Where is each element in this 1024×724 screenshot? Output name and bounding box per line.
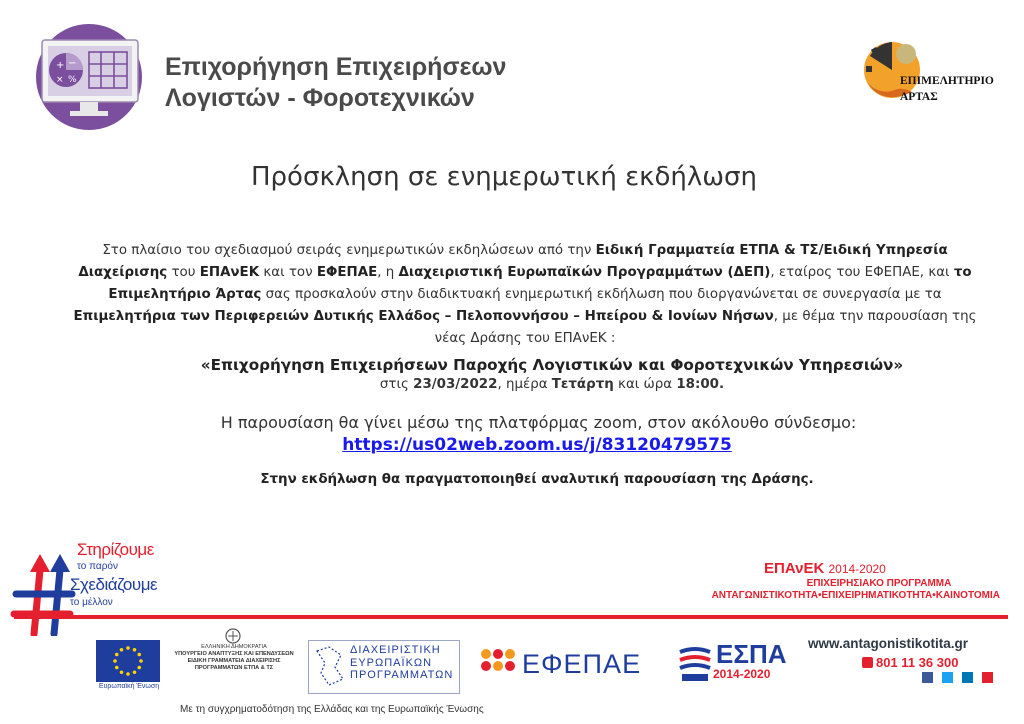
eu-star bbox=[133, 670, 137, 674]
intro-text: , η bbox=[377, 265, 399, 280]
intro-text: και τον bbox=[259, 265, 317, 280]
closing-text: Στην εκδήλωση θα πραγματοποιηθεί αναλυτική παρουσίαση της Δράσης. bbox=[260, 472, 814, 487]
program-title-line2: Λογιστών - Φοροτεχνικών bbox=[165, 84, 475, 112]
cofunding-text: Με τη συγχρηματοδότηση της Ελλάδας και της Ευρωπαϊκής Ένωσης bbox=[180, 704, 484, 715]
ministry-line2: ΥΠΟΥΡΓΕΙΟ ΑΝΑΠΤΥΞΗΣ ΚΑΙ ΕΠΕΝΔΥΣΕΩΝ bbox=[174, 651, 294, 657]
espa-name: ΕΣΠΑ bbox=[716, 639, 787, 669]
intro-bold: ΕΠΑνΕΚ bbox=[199, 265, 260, 280]
intro-bold: ΕΦΕΠΑΕ bbox=[316, 265, 378, 280]
eu-star bbox=[133, 648, 137, 652]
chamber-name-line2: ΑΡΤΑΣ bbox=[900, 91, 938, 103]
dep-line3: ΠΡΟΓΡΑΜΜΑΤΩΝ bbox=[350, 669, 454, 681]
chamber-name bbox=[900, 73, 994, 105]
eu-star bbox=[115, 653, 119, 657]
slogan-support: Στηρίζουμε bbox=[77, 540, 154, 559]
eu-star bbox=[126, 646, 130, 650]
event-date: 23/03/2022 bbox=[413, 377, 498, 392]
svg-text:%: % bbox=[68, 75, 77, 85]
hashtag-icon bbox=[10, 548, 76, 636]
intro-text: , με θέμα την παρουσίαση της νέας Δράσης του ΕΠΑνΕΚ : bbox=[434, 309, 977, 346]
eu-flag-icon bbox=[96, 640, 160, 682]
intro-bold: Επιμελητήρια των Περιφερειών Δυτικής Ελλάδος – Πελοποννήσου – Ηπείρου & Ιονίων Νήσων bbox=[73, 309, 774, 324]
intro-text: σας προσκαλούν στην διαδικτυακή ενημερωτική εκδήλωση που διοργανώνεται σε συνεργασία με τα bbox=[261, 287, 942, 302]
intro-paragraph bbox=[58, 240, 992, 350]
eu-caption: Ευρωπαϊκή Ένωση bbox=[98, 683, 160, 690]
website-link[interactable]: www.antagonistikotita.gr bbox=[808, 636, 969, 651]
dep-text bbox=[350, 644, 453, 682]
greek-emblem-icon bbox=[224, 628, 242, 644]
eu-star bbox=[120, 648, 124, 652]
eu-star bbox=[137, 666, 141, 670]
dep-line1: ΔΙΑΧΕΙΡΙΣΤΙΚΗ bbox=[350, 644, 441, 656]
ministry-text bbox=[174, 644, 294, 672]
svg-text:+: + bbox=[56, 60, 65, 71]
phone-icon bbox=[862, 657, 873, 668]
ministry-line1: ΕΛΛΗΝΙΚΗ ΔΗΜΟΚΡΑΤΙΑ bbox=[201, 644, 267, 650]
zoom-link[interactable]: https://us02web.zoom.us/j/83120479575 bbox=[342, 435, 732, 455]
eu-star bbox=[115, 666, 119, 670]
program-title bbox=[165, 52, 506, 114]
chamber-name-line1: ΕΠΙΜΕΛΗΤΗΡΙΟ bbox=[900, 75, 994, 87]
intro-bold: το Επιμελητήριο Άρτας bbox=[108, 265, 972, 302]
dep-line2: ΕΥΡΩΠΑΪΚΩΝ bbox=[350, 656, 433, 669]
eu-star bbox=[126, 672, 130, 676]
facebook-icon[interactable] bbox=[922, 672, 933, 683]
event-time: 18:00. bbox=[676, 377, 725, 392]
intro-text: του bbox=[167, 265, 200, 280]
social-icons bbox=[922, 672, 998, 684]
intro-text: , εταίρος του ΕΦΕΠΑΕ, και bbox=[770, 265, 954, 280]
platform-text: Η παρουσίαση θα γίνει μέσω της πλατφόρμας zoom, στον ακόλουθο σύνδεσμο: bbox=[220, 413, 857, 432]
intro-bold: Διαχειριστική Ευρωπαϊκών Προγραμμάτων (ΔΕΠ) bbox=[398, 265, 771, 280]
when-text: και ώρα bbox=[613, 377, 677, 392]
page-title: Πρόσκληση σε ενημερωτική εκδήλωση bbox=[251, 162, 757, 192]
twitter-icon[interactable] bbox=[942, 672, 953, 683]
eu-star bbox=[120, 670, 124, 674]
efepae-icon bbox=[480, 648, 518, 678]
event-title: «Επιχορήγηση Επιχειρήσεων Παροχής Λογιστικών και Φοροτεχνικών Υπηρεσιών» bbox=[200, 356, 904, 374]
phone-number: 801 11 36 300 bbox=[876, 655, 959, 670]
when-text: στις bbox=[379, 377, 414, 392]
espa-stripes-icon bbox=[678, 646, 712, 682]
eu-star bbox=[139, 659, 143, 663]
slogan-future: το μέλλον bbox=[70, 597, 113, 608]
program-title-line1: Επιχορήγηση Επιχειρήσεων bbox=[165, 53, 507, 81]
event-datetime bbox=[0, 377, 1024, 392]
svg-text:−: − bbox=[68, 58, 77, 69]
epanek-title bbox=[764, 560, 886, 577]
event-day: Τετάρτη bbox=[551, 377, 614, 392]
epanek-name: ΕΠΑνΕΚ bbox=[764, 560, 825, 577]
intro-text: Στο πλαίσιο του σχεδιασμού σειράς ενημερωτικών εκδηλώσεων από την bbox=[102, 243, 596, 258]
when-text: , ημέρα bbox=[497, 377, 552, 392]
espa-years: 2014-2020 bbox=[713, 667, 771, 681]
svg-text:×: × bbox=[56, 75, 64, 85]
program-logo bbox=[34, 22, 144, 132]
epanek-years: 2014-2020 bbox=[828, 562, 886, 576]
epanek-subtitle: ΕΠΙΧΕΙΡΗΣΙΑΚΟ ΠΡΟΓΡΑΜΜΑ bbox=[806, 578, 952, 589]
epanek-pillars: ΑΝΤΑΓΩΝΙΣΤΙΚΟΤΗΤΑ•ΕΠΙΧΕΙΡΗΜΑΤΙΚΟΤΗΤΑ•ΚΑΙΝΟΤΟΜΙΑ bbox=[711, 590, 1000, 601]
efepae-name: ΕΦΕΠΑΕ bbox=[522, 649, 642, 679]
slogan-present: το παρόν bbox=[77, 561, 118, 572]
linkedin-icon[interactable] bbox=[962, 672, 973, 683]
youtube-icon[interactable] bbox=[982, 672, 993, 683]
eu-star bbox=[137, 653, 141, 657]
slogan-plan: Σχεδιάζουμε bbox=[70, 575, 158, 594]
ministry-line3: ΕΙΔΙΚΗ ΓΡΑΜΜΑΤΕΙΑ ΔΙΑΧΕΙΡΙΣΗΣ ΠΡΟΓΡΑΜΜΑΤΩΝ ΕΤΠΑ & ΤΣ bbox=[187, 658, 281, 671]
eu-star bbox=[113, 659, 117, 663]
divider bbox=[14, 615, 1008, 619]
intro-bold: Ειδική Γραμματεία ΕΤΠΑ & ΤΣ/Ειδική Υπηρεσία Διαχείρισης bbox=[78, 243, 948, 280]
